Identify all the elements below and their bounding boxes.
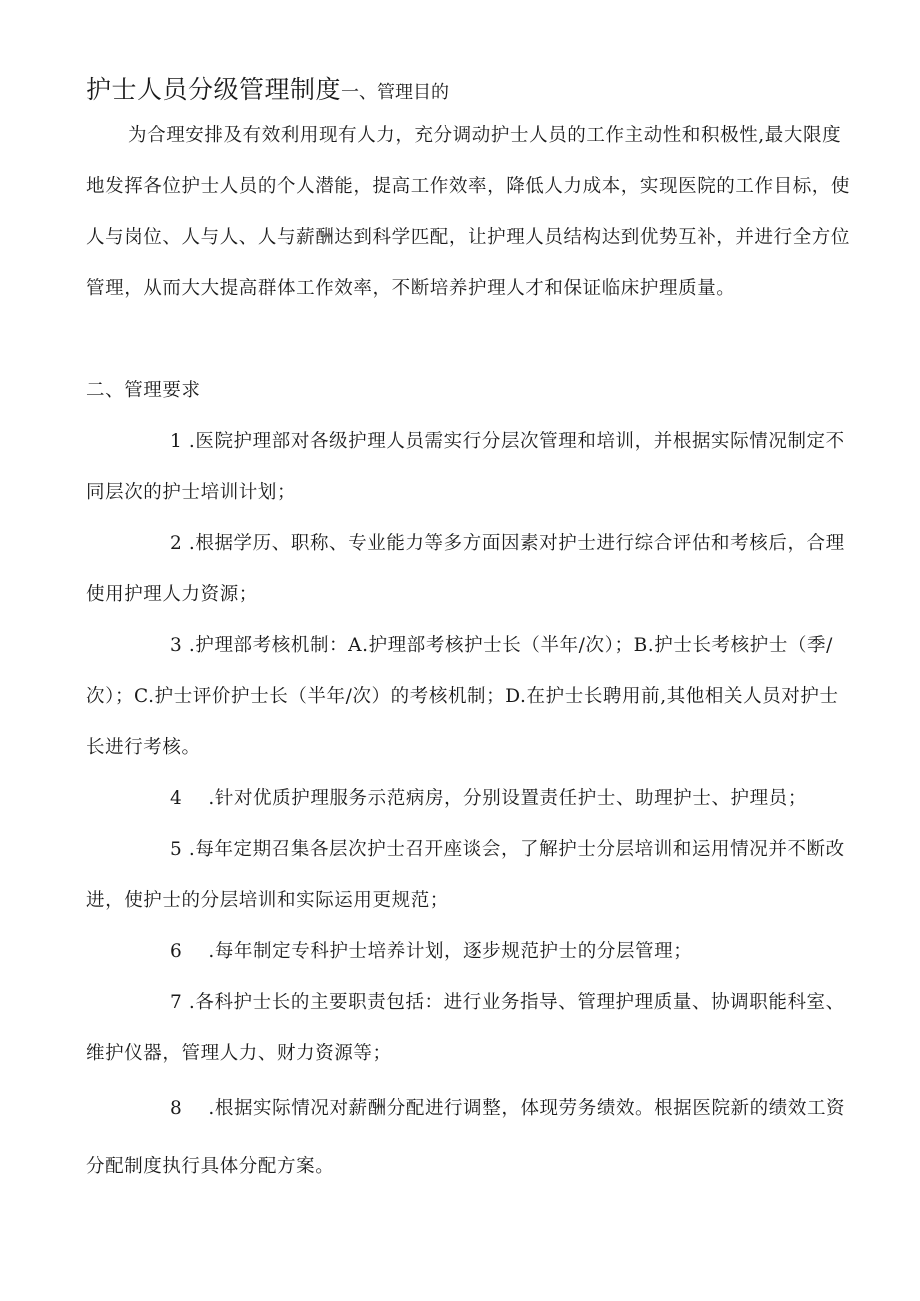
section-heading-purpose: 一、管理目的 — [341, 82, 450, 103]
list-item-4 — [86, 773, 851, 824]
item-text: .根据学历、职称、专业能力等多方面因素对护士进行综合评估和考核后，合理使用护理人力资源； — [86, 533, 845, 605]
intro-paragraph: 为合理安排及有效利用现有人力，充分调动护士人员的工作主动性和积极性,最大限度地发挥各位护士人员的个人潜能，提高工作效率，降低人力成本，实现医院的工作目标，使人与岗位、人与人、人与薪酬达到科学匹配，让护理人员结构达到优势互补，并进行全方位管理，从而大大提高群体工作效率，不断培养护理人才和保证临床护理质量。 — [86, 125, 851, 299]
list-item-3 — [86, 620, 851, 773]
item-number: 1 — [170, 431, 183, 452]
list-item-2 — [86, 518, 851, 620]
section-heading-requirements: 二、管理要求 — [86, 380, 201, 401]
item-text: .护理部考核机制：A.护理部考核护士长（半年/次）；B.护士长考核护士（季/次）；C.护士评价护士长（半年/次）的考核机制；D.在护士长聘用前,其他相关人员对护士长进行考核。 — [86, 635, 839, 758]
list-item-6 — [86, 926, 851, 977]
item-number: 6 — [170, 941, 183, 962]
item-text: .根据实际情况对薪酬分配进行调整，体现劳务绩效。根据医院新的绩效工资分配制度执行具体分配方案。 — [86, 1098, 846, 1177]
item-text: .各科护士长的主要职责包括：进行业务指导、管理护理质量、协调职能科室、维护仪器，管理人力、财力资源等； — [86, 992, 845, 1064]
item-number: 3 — [170, 635, 183, 656]
title-line — [86, 70, 449, 106]
item-number: 7 — [170, 992, 183, 1013]
item-text: .每年定期召集各层次护士召开座谈会，了解护士分层培训和运用情况并不断改进，使护士的分层培训和实际运用更规范； — [86, 839, 845, 911]
item-number: 5 — [170, 839, 183, 860]
item-text: .医院护理部对各级护理人员需实行分层次管理和培训，并根据实际情况制定不同层次的护士培训计划； — [86, 431, 845, 503]
item-number: 4 — [170, 788, 183, 809]
list-item-7 — [86, 977, 851, 1079]
document-title: 护士人员分级管理制度 — [86, 75, 342, 104]
item-text: .针对优质护理服务示范病房，分别设置责任护士、助理护士、护理员； — [208, 788, 807, 809]
item-number: 8 — [170, 1098, 183, 1119]
list-item-8 — [86, 1080, 851, 1196]
list-item-1 — [86, 416, 851, 518]
list-item-5 — [86, 824, 851, 926]
item-text: .每年制定专科护士培养计划，逐步规范护士的分层管理； — [208, 941, 693, 962]
item-number: 2 — [170, 533, 183, 554]
